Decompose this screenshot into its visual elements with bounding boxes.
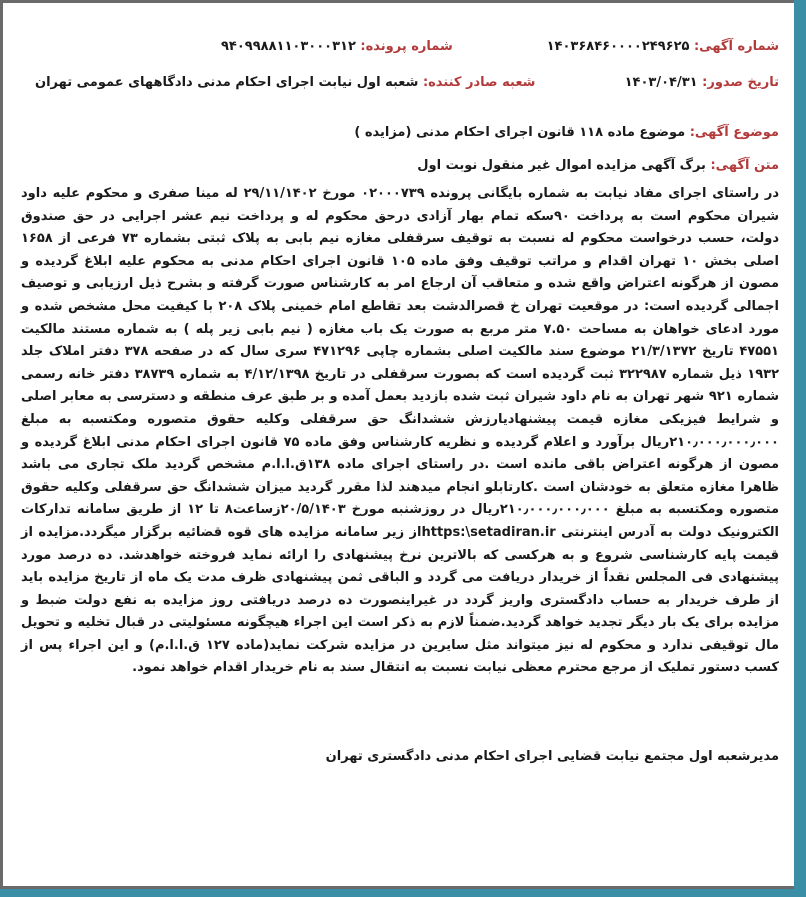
subject-label: موضوع آگهی: <box>689 125 779 140</box>
notice-text-label: متن آگهی: <box>710 158 779 173</box>
case-number-value: ۹۴۰۹۹۸۸۱۱۰۳۰۰۰۳۱۲ <box>221 39 356 54</box>
notice-number <box>547 39 779 54</box>
case-number-label: شماره پرونده: <box>360 39 453 54</box>
notice-number-label: شماره آگهی: <box>693 39 779 54</box>
subject <box>354 125 779 140</box>
signature: مدیرشعبه اول مجتمع نیابت قضایی اجرای احکام مدنی دادگستری تهران <box>325 749 779 764</box>
notice-text-row <box>21 158 779 180</box>
header-row-2 <box>21 75 779 97</box>
issuer <box>35 75 535 90</box>
notice-body-paragraph: در راستای اجرای مفاد نیابت به شماره بایگانی پرونده ۰۲۰۰۰۷۳۹ مورخ ۲۹/۱۱/۱۴۰۲ له مینا صفری و محکوم علیه داود شیران محکوم است به پرداخت ۹۰سکه تمام بهار آزادی درحق محکوم له و پرداخت نیم عشر اجرایی در حق صندوق دولت، حسب درخواست محکوم له نسبت به توقیف سرقفلی مغازه نیم بابی به پلاک ثبتی بشماره ۷۳ فرعی از ۱۶۵۸ اصلی بخش ۱۰ تهران اقدام و مراتب توقیف وفق ماده ۱۰۵ قانون اجرای احکام مدنی به محکوم علیه ابلاغ گردیده و مصون از هرگونه اعتراض واقع شده و متعاقب آن ارجاع امر به کارشناس صورت گرفته و بشرح ذیل ارزیابی و توصیف اجمالی گردیده است: در موقعیت تهران خ قصرالدشت بعد تقاطع امام خمینی پلاک ۲۰۸ با کیفیت محل مشخص شده و مورد ادعای خواهان به مساحت ۷.۵۰ متر مربع به صورت یک باب مغازه ( نیم بابی زیر پله ) به شماره مستند مالکیت ۴۷۵۵۱ تاریخ ۲۱/۳/۱۳۷۲ موضوع سند مالکیت اصلی بشماره چاپی ۴۷۱۲۹۶ سری سال که در صفحه ۳۷۸ دفتر املاک جلد ۱۹۳۲ ذیل شماره ۳۲۲۹۸۷ ثبت گردیده است که بصورت سرقفلی در تاریخ ۴/۱۲/۱۳۹۸ به شماره ۳۸۷۳۹ دفتر خانه رسمی شماره ۹۲۱ شهر تهران به نام داود شیران ثبت شده بازدید بعمل آمده و بر طبق عرف منطقه و دسترسی به معابر اصلی و شرایط فیزیکی مغازه قیمت پیشنهادیارزش ششدانگ حق سرقفلی وکلیه حقوق متصوره ومکتسبه به مبلغ ۲۱۰٫۰۰۰٫۰۰۰٫۰۰۰ریال برآورد و اعلام گردیده و نظریه کارشناس وفق ماده ۷۵ قانون اجرای احکام مدنی ابلاغ گردیده و مصون از هرگونه اعتراض باقی مانده است .در راستای اجرای ماده ۱۳۸ق.ا.ا.م مشخص گردید ملک تجاری می باشد ظاهرا مغازه متعلق به خودشان است .کارتابلو انجام میدهند لذا مقرر گردید میزان ششدانگ حق سرقفلی وکلیه حقوق متصوره ومکتسبه به مبلغ ۲۱۰٫۰۰۰٫۰۰۰٫۰۰۰ریال در روزشنبه مورخ ۲۰/۵/۱۴۰۳زساعت۸ تا ۱۲ از طریق سامانه تدارکات الکترونیک دولت به آدرس اینترنتی https:\setadiran.irاز زیر سامانه مزایده های قوه قضائیه برگزار میگردد.مزایده از قیمت پایه کارشناسی شروع و به هرکسی که بالاترین نرخ پیشنهادی را ارائه نماید فروخته خواهدشد. ده درصد مورد پیشنهادی فی المجلس نقداً از خریدار دریافت می گردد و الباقی ثمن پیشنهادی ظرف مدت یک ماه از تاریخ مزایده باید از طرف خریدار به حساب دادگستری واریز گردد در غیراینصورت ده درصد دریافتی روز مزایده به نفع دولت ضبط و مزایده برای یک بار دیگر تجدید خواهد گردید.ضمناً لازم به ذکر است این اجراء هیچگونه مسئولیتی در قبال تخلیه و تحویل مال توقیفی ندارد و محکوم له نیز میتواند مثل سایرین در مزایده شرکت نماید(ماده ۱۲۷ ق.ا.ا.م) و این اجراء پس از کسب دستور تملیک از مرجع محترم معظی نیابت نسبت به انتقال سند به نام خریدار اقدام خواهد نمود. <box>21 186 780 676</box>
issue-date-value: ۱۴۰۳/۰۴/۳۱ <box>624 75 698 90</box>
notice-number-value: ۱۴۰۳۶۸۴۶۰۰۰۰۲۴۹۶۲۵ <box>546 39 690 54</box>
notice-title <box>417 158 779 173</box>
case-number <box>221 39 453 54</box>
notice-body <box>21 183 779 680</box>
subject-row <box>21 125 779 147</box>
header-row-1 <box>21 39 779 61</box>
notice-text-title: برگ آگهی مزایده اموال غیر منقول نوبت اول <box>417 158 706 173</box>
vertical-scrollbar[interactable] <box>794 0 806 897</box>
subject-value: موضوع ماده ۱۱۸ قانون اجرای احکام مدنی (مزایده ) <box>354 125 686 140</box>
horizontal-scrollbar[interactable] <box>0 889 806 897</box>
issue-date-label: تاریخ صدور: <box>702 75 779 90</box>
issuer-label: شعبه صادر کننده: <box>422 75 536 90</box>
issue-date <box>625 75 779 90</box>
issuer-value: شعبه اول نیابت اجرای احکام مدنی دادگاههای عمومی تهران <box>35 75 419 90</box>
